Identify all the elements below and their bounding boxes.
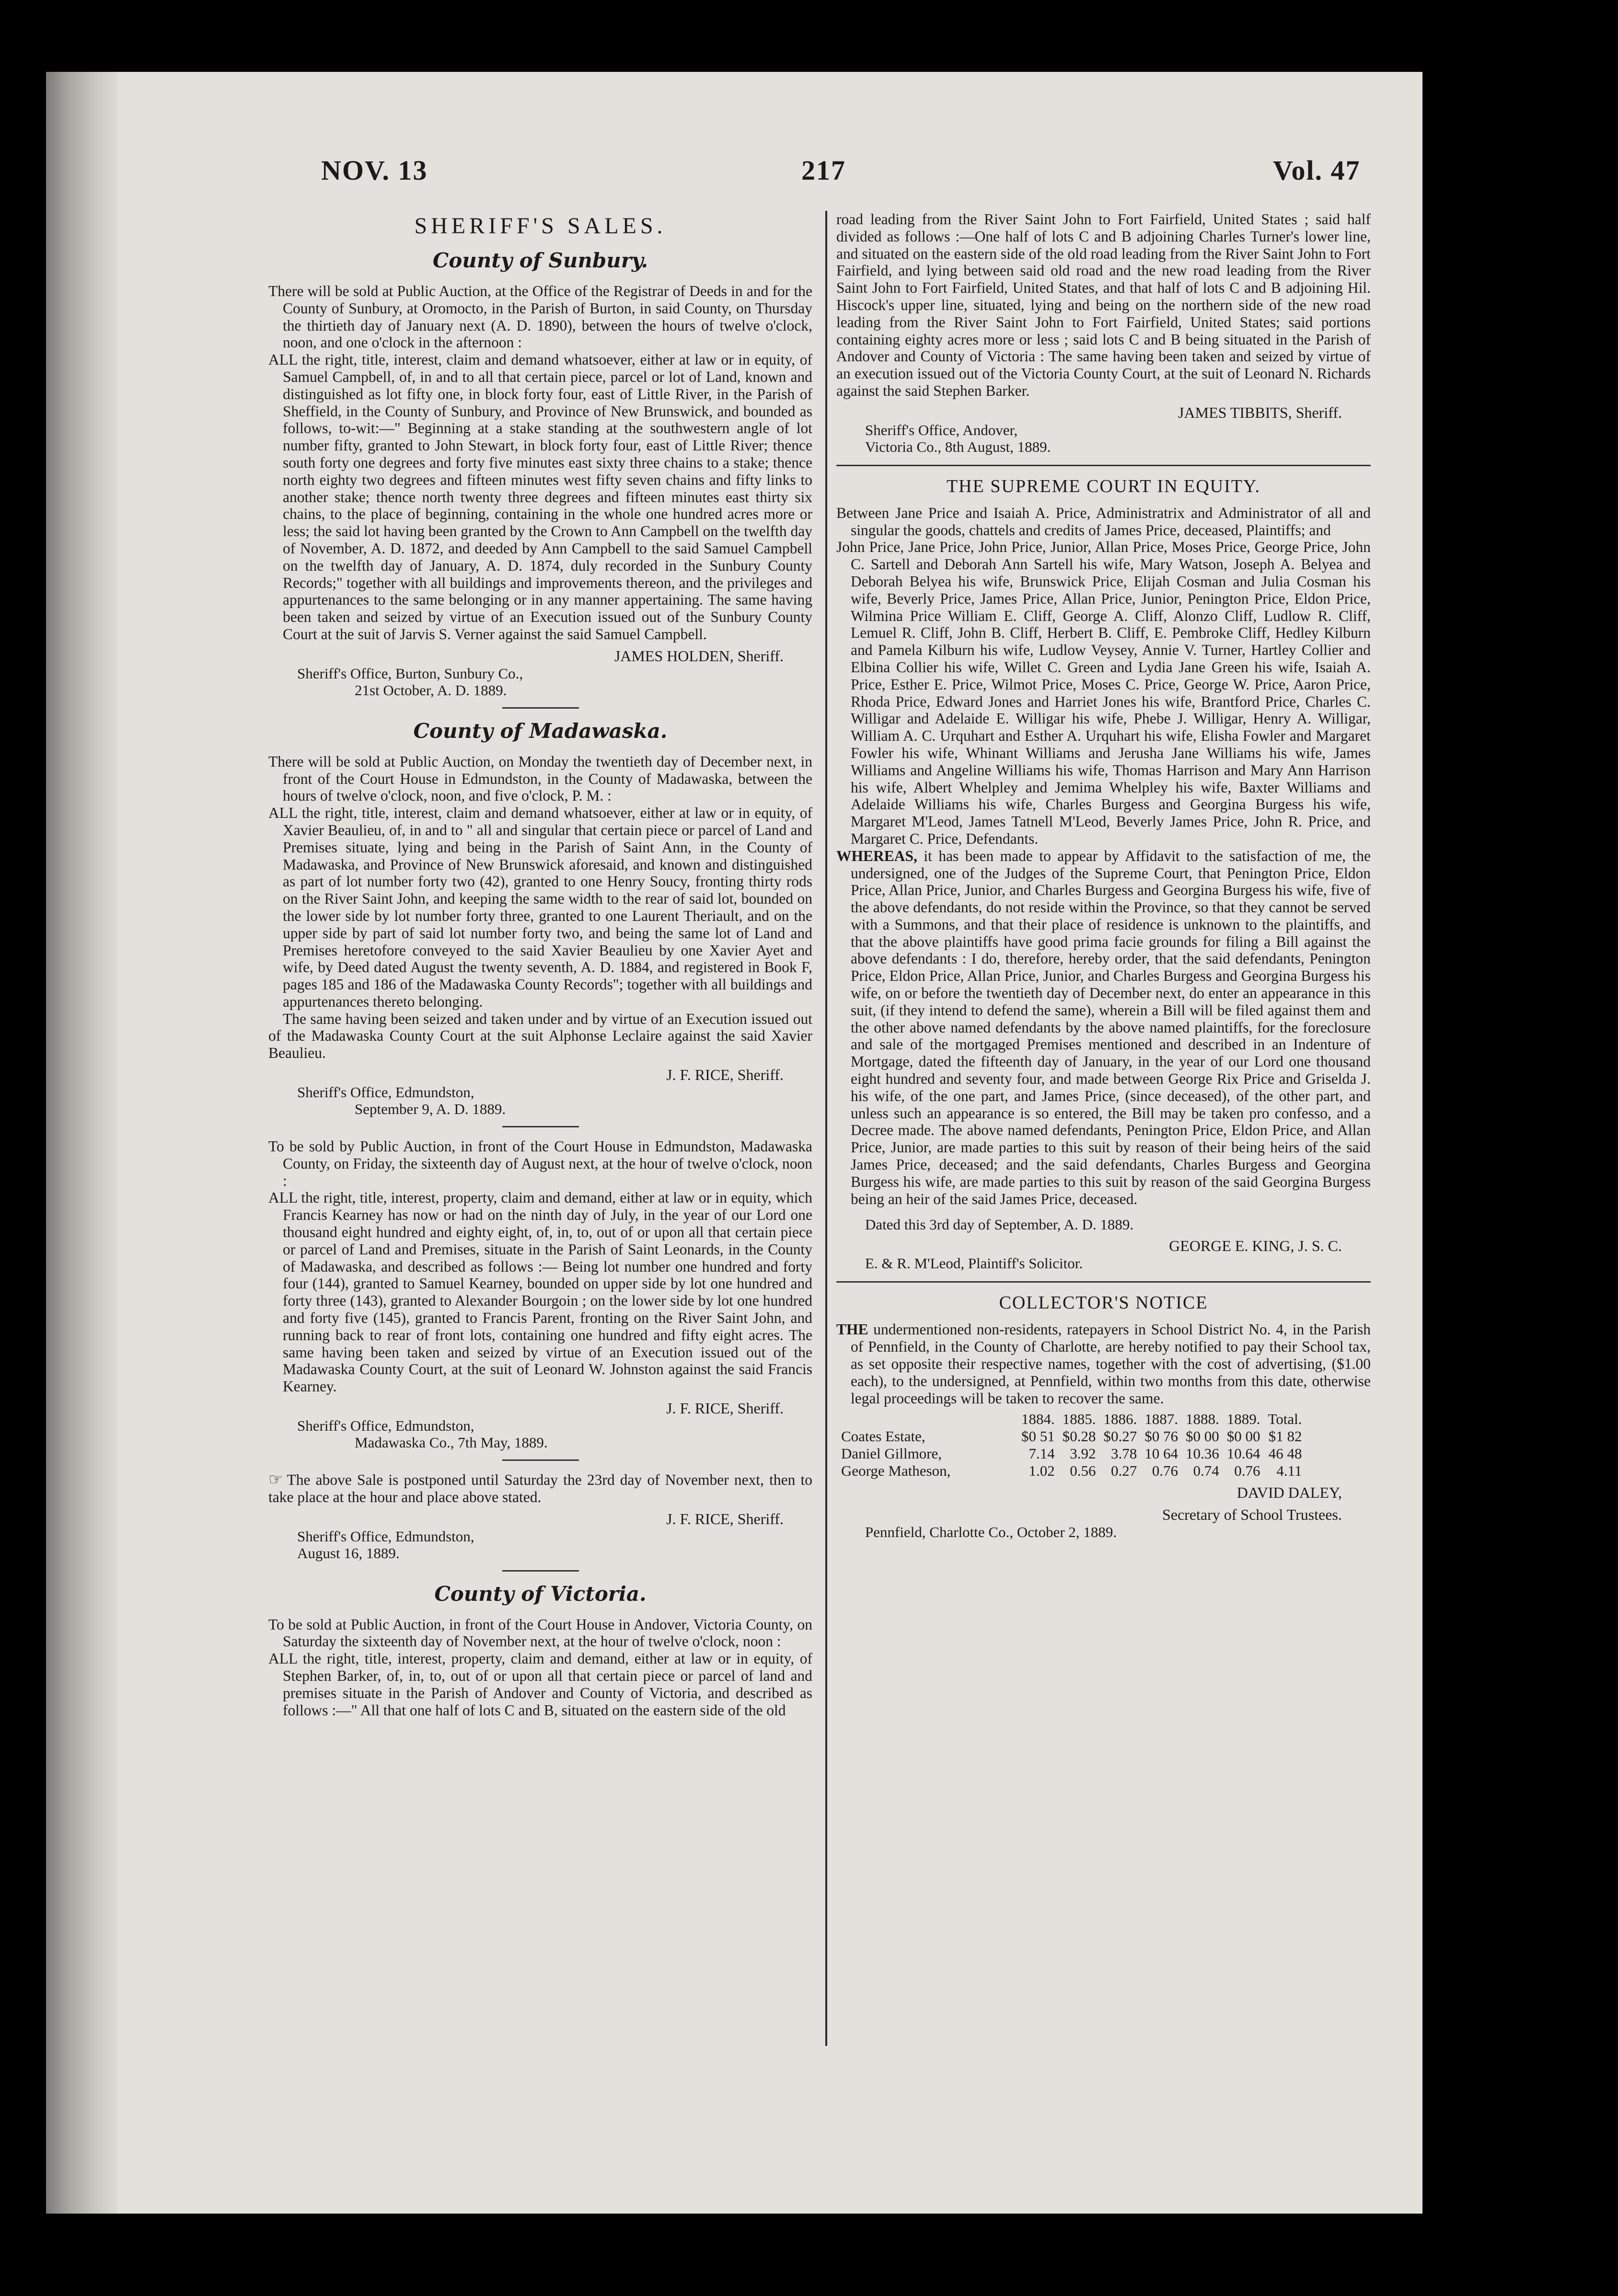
collector-heading: COLLECTOR'S NOTICE	[999, 1293, 1208, 1313]
postponed-signature: J. F. RICE, Sheriff.	[666, 1510, 784, 1527]
postponed-office-line2: August 16, 1889.	[297, 1544, 400, 1561]
collector-body: undermentioned non-residents, ratepayers in School District No. 4, in the Parish of Pennfield, in the County of Charlotte, are hereby notified to pay their School tax, as set opposite their respective names, together with the cost of advertising, ($1.00 each), to the undersigned, at Pennfield, within two months from this date, otherwise legal proceedings will be taken to recover the same.	[851, 1321, 1371, 1407]
tax-cell: 10.64	[1226, 1445, 1260, 1462]
equity-solicitor: E. & R. M'Leod, Plaintiff's Solicitor.	[865, 1255, 1083, 1272]
sheriffs-sales-heading: SHERIFF'S SALES.	[414, 213, 667, 239]
section-rule	[502, 1459, 579, 1461]
tax-cell: 3.92	[1070, 1445, 1096, 1462]
sunbury-intro: There will be sold at Public Auction, at the Office of the Registrar of Deeds in and for the County of Sunbury, at Oromocto, in the Parish of Burton, in said County, on Thursday the thirtieth day of January next (A. D. 1890), between the hours of twelve o'clock, noon, and one o'clock in the afternoon :	[268, 283, 812, 351]
madawaska-office-line1: Sheriff's Office, Edmundston,	[297, 1084, 474, 1101]
victoria-body: ALL the right, title, interest, property, claim and demand, either at law or in equity, of Stephen Barker, of, in, to, out of or upon all that certain piece or parcel of land and premises situate in the Parish of Andover and County of Victoria, and described as follows :—" All that one half of lots C and B, situated on the eastern side of the old	[268, 1650, 812, 1719]
postponed-notice	[268, 1471, 812, 1506]
tax-cell: 0.56	[1070, 1462, 1096, 1480]
tax-cell: $0 00	[1186, 1428, 1219, 1445]
table-row	[841, 1462, 1306, 1480]
equity-whereas	[836, 848, 1371, 1208]
tax-col-header: 1887.	[1144, 1411, 1178, 1428]
sunbury-body: ALL the right, title, interest, claim and demand whatsoever, either at law or in equity, of Samuel Campbell, of, in and to all that certain piece, parcel or lot of Land, known and distinguished as lot fifty one, in block forty four, east of Little River, in the Parish of Sheffield, in the County of Sunbury, and Province of New Brunswick, and bounded as follows, to-wit:—" Beginning at a stake standing at the southwestern angle of lot number fifty, granted to John Stewart, in block forty four, east of Little River; thence south forty one degrees and forty five minutes east sixty three chains to a stake; thence north eighty two degrees and fifteen minutes west fifty seven chains and fifty links to another stake; thence north twenty three degrees and fifteen minutes east thirty six chains, to the place of beginning, containing in the whole one hundred acres more or less; the said lot having been granted by the Crown to Ann Campbell on the twelfth day of November, A. D. 1872, and deeded by Ann Campbell to the said Samuel Campbell on the twelfth day of January, A. D. 1874, duly recorded in the Sunbury County Records;" together with all buildings and improvements thereon, and the privileges and appurtenances to the same belonging or in any manner appertaining. The same having been taken and seized by virtue of an Execution issued out of the Sunbury County Court at the suit of Jarvis S. Verner against the said Samuel Campbell.	[268, 351, 812, 643]
kearney-intro: To be sold by Public Auction, in front of the Court House in Edmundston, Madawaska County, on Friday, the sixteenth day of August next, at the hour of twelve o'clock, noon :	[268, 1138, 812, 1189]
tax-cell: 10 64	[1144, 1445, 1178, 1462]
sunbury-heading: County of Sunbury.	[432, 249, 648, 272]
header-page-number: 217	[801, 155, 846, 186]
page-edge-shadow	[46, 72, 118, 2214]
collector-dateline: Pennfield, Charlotte Co., October 2, 1889.	[865, 1524, 1117, 1541]
whereas-text: it has been made to appear by Affidavit to the satisfaction of me, the undersigned, one of the Judges of the Supreme Court, that Penington Price, Eldon Price, Allan Price, Junior, and Charles Burgess and Georgina Burgess his wife, five of the above defendants, do not reside within the Province, so that they cannot be served with a Summons, and that their place of residence is unknown to the plaintiffs, and that the above plaintiffs have good prima facie grounds for filing a Bill against the above defendants : I do, therefore, hereby order, that the said defendants, Penington Price, Eldon Price, Allan Price, Junior, and Charles Burgess and Georgina Burgess his wife, on or before the twentieth day of December next, do enter an appearance in this suit, (if they intend to defend the same), wherein a Bill will be filed against them and the other above named defendants by the above named plaintiffs, for the foreclosure and sale of the mortgaged Premises mentioned and described in an Indenture of Mortgage, dated the fifteenth day of January, in the year of our Lord one thousand eight hundred and seventy four, and made between George Rix Price and Griselda J. his wife, of the one part, and James Price, (since deceased), of the other part, and unless such an appearance is so entered, the Bill may be taken pro confesso, and a Decree made. The above named defendants, Penington Price, Eldon Price, and Allan Price, Junior, are made parties to this suit by reason of their being heirs of the said James Price, deceased; and the said defendants, Charles Burgess and Georgina Burgess his wife, are made parties to this suit by reason of the said Georgina Burgess being an heir of the said James Price, deceased.	[851, 847, 1371, 1207]
tax-cell: $0 00	[1226, 1428, 1260, 1445]
tax-col-header: 1884.	[1021, 1411, 1055, 1428]
tax-cell: 1.02	[1029, 1462, 1055, 1480]
kearney-signature: J. F. RICE, Sheriff.	[666, 1400, 784, 1417]
sunbury-office-line1: Sheriff's Office, Burton, Sunbury Co.,	[297, 665, 523, 682]
madawaska-seized: The same having been seized and taken under and by virtue of an Execution issued out of the Madawaska County Court at the suit Alphonse Leclaire against the said Xavier Beaulieu.	[268, 1010, 812, 1062]
tax-col-header: Total.	[1268, 1411, 1302, 1428]
tax-col-header: 1885.	[1062, 1411, 1096, 1428]
kearney-body: ALL the right, title, interest, property, claim and demand, either at law or in equity, which Francis Kearney has now or had on the ninth day of July, in the year of our Lord one thousand eight hundred and eighty eight, of, in, to, out of or upon all that certain piece or parcel of Land and Premises, situate in the Parish of Saint Leonards, in the County of Madawaska, and described as follows :— Being lot number one hundred and forty four (144), granted to Samuel Kearney, bounded on upper side by lot one hundred and forty three (143), granted to Alexander Bourgoin ; on the lower side by lot one hundred and forty five (145), granted to Francis Parent, fronting on the River Saint John, and running back to rear of front lots, containing one hundred and fifty eight acres. The same having been taken and seized by virtue of an Execution issued out of the Madawaska County Court, at the suit of Leonard W. Johnston against the said Francis Kearney.	[268, 1189, 812, 1395]
equity-judge: GEORGE E. KING, J. S. C.	[1169, 1237, 1342, 1255]
tax-cell: 4.11	[1276, 1462, 1302, 1480]
equity-dated: Dated this 3rd day of September, A. D. 1889.	[865, 1216, 1134, 1233]
tax-row-name: George Matheson,	[841, 1462, 951, 1480]
madawaska-heading: County of Madawaska.	[413, 719, 668, 743]
table-row	[841, 1445, 1306, 1462]
tax-col-header: 1888.	[1186, 1411, 1219, 1428]
equity-defendants: John Price, Jane Price, John Price, Junior, Allan Price, Moses Price, George Price, John C. Sartell and Deborah Ann Sartell his wife, Mary Watson, Joseph A. Belyea and Deborah Belyea his wife, Brunswick Price, Elijah Cosman and Julia Cosman his wife, Beverly Price, James Price, Allan Price, Junior, Penington Price, Eldon Price, Wilmina Price William E. Cliff, George A. Cliff, Alonzo Cliff, Ludlow R. Cliff, Lemuel R. Cliff, John B. Cliff, Herbert B. Cliff, E. Pembroke Cliff, Hedley Kilburn and Pamela Kilburn his wife, Ludlow Veysey, Annie V. Turner, Hartley Collier and Elbina Collier his wife, Willet C. Green and Lydia Jane Green his wife, Isaiah A. Price, Esther E. Price, Wilmot Price, Moses C. Price, George W. Price, Aaron Price, Rhoda Price, Edward Jones and Harriet Jones his wife, Brantford Price, Charles C. Willigar and Adelaide E. Willigar his wife, Phebe J. Willigar, Henry A. Willigar, William A. C. Urquhart and Esther A. Urquhart his wife, Elisha Fowler and Margaret Fowler his wife, Whinant Williams and Jerusha Jane Williams his wife, James Williams and Angeline Williams his wife, Thomas Harrison and Mary Ann Harrison his wife, Albert Whelpley and Jemima Whelpley his wife, Baxter Williams and Adelaide Williams his wife, Charles Burgess and Georgina Burgess his wife, Margaret M'Leod, James Tatnell M'Leod, Beverly James Price, John R. Price, and Margaret C. Price, Defendants.	[836, 539, 1371, 847]
tax-cell: 3.78	[1111, 1445, 1137, 1462]
collector-text	[836, 1321, 1371, 1407]
tax-cell: $0.28	[1062, 1428, 1096, 1445]
tax-cell: $1 82	[1268, 1428, 1302, 1445]
madawaska-intro: There will be sold at Public Auction, on Monday the twentieth day of December next, in front of the Court House in Edmundston, in the County of Madawaska, between the hours of twelve o'clock, noon, and five o'clock, P. M. :	[268, 753, 812, 804]
tax-col-header: 1889.	[1226, 1411, 1260, 1428]
sunbury-signature: JAMES HOLDEN, Sheriff.	[614, 647, 784, 665]
tax-cell: 46 48	[1268, 1445, 1302, 1462]
tax-cell: 0.76	[1234, 1462, 1260, 1480]
header-date: NOV. 13	[321, 155, 428, 186]
section-rule	[836, 1281, 1371, 1283]
right-column	[836, 211, 1371, 1540]
madawaska-body: ALL the right, title, interest, claim and demand whatsoever, either at law or in equity, of Xavier Beaulieu, of, in and to " all and singular that certain piece or parcel of Land and Premises situate, lying and being in the Parish of Saint Ann, in the County of Madawaska, and Province of New Brunswick aforesaid, and known and distinguished as part of lot number forty two (42), granted to one Henry Soucy, fronting thirty rods on the River Saint John, and keeping the same width to the rear of said lot, bounded on the lower side by lot number forty three, granted to one Laurent Theriault, and on the upper side by part of said lot number forty two, and being the same lot of Land and Premises heretofore conveyed to the said Xavier Beaulieu by one Xavier Ayet and wife, by Deed dated August the twenty seventh, A. D. 1884, and registered in Book F, pages 185 and 186 of the Madawaska County Records"; together with all buildings and appurtenances thereto belonging.	[268, 804, 812, 1010]
collector-title: Secretary of School Trustees.	[1162, 1506, 1342, 1524]
tax-row-name: Coates Estate,	[841, 1428, 925, 1445]
madawaska-signature: J. F. RICE, Sheriff.	[666, 1066, 784, 1084]
section-rule	[502, 707, 579, 709]
header-volume: Vol. 47	[1273, 155, 1361, 186]
tax-row-name: Daniel Gillmore,	[841, 1445, 942, 1462]
victoria-continued: road leading from the River Saint John to Fort Fairfield, United States ; said half divided as follows :—One half of lots C and B adjoining Charles Turner's lower line, and situated on the eastern side of the old road leading from the River Saint John to Fort Fairfield, and lying between said old road and the new road leading from the River Saint John to Fort Fairfield, United States, and that half of lots C and B adjoining Hil. Hiscock's upper line, situated, lying and being on the northern side of the new road leading from the River Saint John to Fort Fairfield, United States; said portions containing eighty acres more or less ; said lots C and B being situated in the Parish of Andover and County of Victoria : The same having been taken and seized by virtue of an execution issued out of the Victoria County Court, at the suit of Leonard N. Richards against the said Stephen Barker.	[836, 211, 1371, 399]
collector-signature: DAVID DALEY,	[1237, 1484, 1342, 1502]
left-column	[268, 211, 812, 1719]
section-rule	[836, 465, 1371, 466]
sunbury-office-line2: 21st October, A. D. 1889.	[355, 681, 507, 699]
tax-name-header	[841, 1411, 1017, 1428]
section-rule	[502, 1570, 579, 1572]
victoria-office-line2: Victoria Co., 8th August, 1889.	[865, 438, 1051, 455]
tax-cell: 0.76	[1152, 1462, 1178, 1480]
tax-cell: 0.27	[1111, 1462, 1137, 1480]
madawaska-office-line2: September 9, A. D. 1889.	[355, 1101, 506, 1118]
victoria-heading: County of Victoria.	[434, 1582, 647, 1606]
equity-heading: THE SUPREME COURT IN EQUITY.	[946, 476, 1261, 496]
spacer	[836, 1207, 1371, 1216]
table-row	[841, 1428, 1306, 1445]
victoria-intro: To be sold at Public Auction, in front of the Court House in Andover, Victoria County, on Saturday the sixteenth day of November next, at the hour of twelve o'clock, noon :	[268, 1616, 812, 1650]
postponed-office-line1: Sheriff's Office, Edmundston,	[297, 1527, 474, 1545]
tax-cell: $0 76	[1144, 1428, 1178, 1445]
tax-cell: $0.27	[1103, 1428, 1137, 1445]
kearney-office-line2: Madawaska Co., 7th May, 1889.	[355, 1434, 548, 1451]
tax-cell: 10.36	[1186, 1445, 1219, 1462]
kearney-office-line1: Sheriff's Office, Edmundston,	[297, 1417, 474, 1435]
column-divider	[825, 211, 827, 2046]
tax-header-row	[841, 1411, 1306, 1428]
tax-cell: 0.74	[1193, 1462, 1219, 1480]
victoria-office-line1: Sheriff's Office, Andover,	[865, 421, 1018, 438]
tax-cell: $0 51	[1021, 1428, 1055, 1445]
tax-cell: 7.14	[1029, 1445, 1055, 1462]
victoria-signature: JAMES TIBBITS, Sheriff.	[1178, 403, 1342, 421]
whereas-lead: WHEREAS,	[836, 847, 917, 864]
postponed-text: The above Sale is postponed until Saturday the 23rd day of November next, then to take place at the hour and place above stated.	[268, 1471, 812, 1505]
section-rule	[502, 1126, 579, 1127]
pointing-hand-icon: ☞	[268, 1471, 283, 1489]
collector-lead: THE	[836, 1321, 868, 1338]
tax-col-header: 1886.	[1103, 1411, 1137, 1428]
tax-table	[841, 1411, 1306, 1480]
equity-plaintiffs: Between Jane Price and Isaiah A. Price, Administratrix and Administrator of all and singular the goods, chattels and credits of James Price, deceased, Plaintiffs; and	[836, 504, 1371, 539]
